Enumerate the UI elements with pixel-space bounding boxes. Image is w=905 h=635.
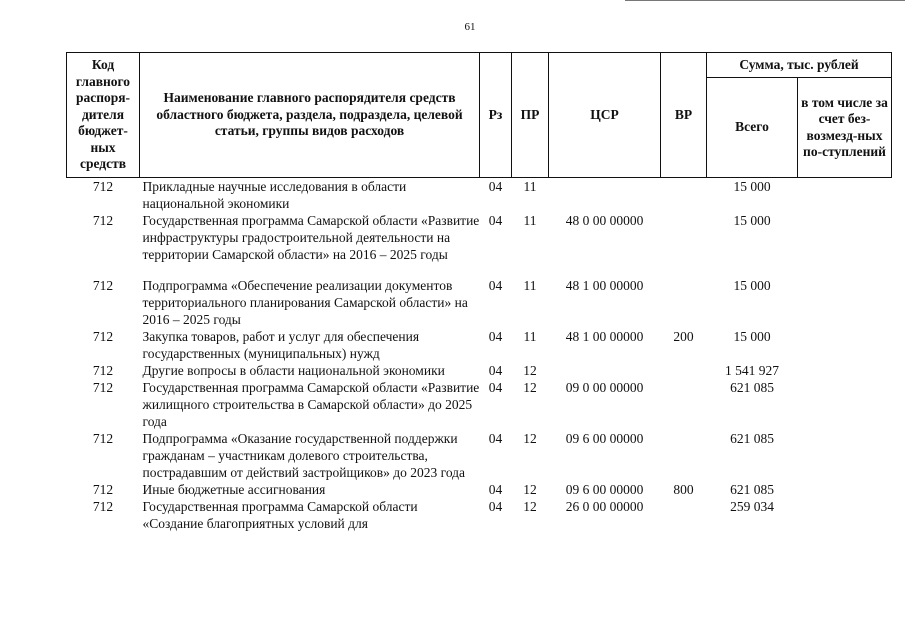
cell-rz: 04: [488, 213, 503, 228]
cell-vr: 800: [673, 482, 694, 497]
cell-total: 15 000: [733, 179, 771, 194]
cell-rz: 04: [488, 482, 503, 497]
cell-rz: 04: [488, 380, 503, 395]
cell-rz: 04: [488, 363, 503, 378]
table-row: [67, 481, 892, 498]
cell-total: 1 541 927: [725, 363, 779, 378]
cell-total: 15 000: [733, 213, 771, 228]
cell-incl: [798, 277, 892, 328]
cell-name: Закупка товаров, работ и услуг для обеспечения государственных (муниципальных) нужд: [142, 329, 420, 361]
header-vr: ВР: [661, 53, 707, 178]
cell-csr: 09 0 00 00000: [565, 380, 644, 395]
cell-code: 712: [92, 380, 114, 395]
cell-pr: 11: [523, 329, 537, 344]
cell-csr: 09 6 00 00000: [565, 431, 644, 446]
cell-code: 712: [92, 482, 114, 497]
cell-code: 712: [92, 278, 114, 293]
cell-pr: 11: [523, 278, 537, 293]
cell-code: 712: [92, 213, 114, 228]
cell-rz: 04: [488, 179, 503, 194]
header-total: Всего: [707, 78, 798, 178]
cell-vr: [661, 430, 707, 481]
cell-name: Прикладные научные исследования в области национальной экономики: [142, 179, 407, 211]
header-incl: в том числе за счет без-возмезд-ных по-ступлений: [798, 78, 892, 178]
header-rz: Рз: [480, 53, 512, 178]
table-row: [67, 498, 892, 532]
cell-csr: [549, 362, 661, 379]
cell-name: Другие вопросы в области национальной экономики: [142, 363, 445, 378]
cell-name: Иные бюджетные ассигнования: [142, 482, 326, 497]
cell-incl: [798, 212, 892, 277]
cell-total: 15 000: [733, 329, 771, 344]
page-number: 61: [464, 21, 476, 33]
cell-vr: [661, 277, 707, 328]
cell-name: Подпрограмма «Оказание государственной поддержки гражданам – участникам долевого строительства, пострадавшим от действий застройщиков» до 2023 года: [142, 431, 466, 480]
table-row: [67, 362, 892, 379]
cell-csr: 48 1 00 00000: [565, 278, 644, 293]
cell-total: 15 000: [733, 278, 771, 293]
cell-incl: [798, 379, 892, 430]
cell-rz: 04: [488, 431, 503, 446]
header-pr: ПР: [512, 53, 549, 178]
cell-code: 712: [92, 179, 114, 194]
table-row: [67, 430, 892, 481]
cell-pr: 12: [523, 363, 537, 378]
cell-vr: [661, 362, 707, 379]
cell-name: Подпрограмма «Обеспечение реализации документов территориального планирования Самарской области» на 2016 – 2025 годы: [142, 278, 468, 327]
cell-csr: 48 1 00 00000: [565, 329, 644, 344]
cell-code: 712: [92, 499, 114, 514]
table-row: [67, 277, 892, 328]
cell-rz: 04: [488, 499, 503, 514]
cell-vr: [661, 212, 707, 277]
cell-code: 712: [92, 431, 114, 446]
cell-incl: [798, 362, 892, 379]
budget-table: [66, 52, 892, 532]
cell-incl: [798, 481, 892, 498]
header-csr: ЦСР: [549, 53, 661, 178]
cell-total: 259 034: [730, 499, 774, 514]
cell-pr: 12: [523, 499, 537, 514]
cell-incl: [798, 178, 892, 213]
cell-pr: 11: [523, 179, 537, 194]
cell-vr: 200: [673, 329, 694, 344]
header-sum-group: Сумма, тыс. рублей: [707, 53, 892, 78]
cell-csr: 09 6 00 00000: [565, 482, 644, 497]
cell-incl: [798, 430, 892, 481]
header-name: Наименование главного распорядителя средств областного бюджета, раздела, подраздела, целевой статьи, группы видов расходов: [140, 53, 480, 178]
cell-pr: 12: [523, 482, 537, 497]
cell-name: Государственная программа Самарской области «Создание благоприятных условий для: [142, 499, 418, 531]
cell-csr: 48 0 00 00000: [565, 213, 644, 228]
table-row: [67, 379, 892, 430]
cell-vr: [661, 178, 707, 213]
scan-edge-line: [625, 0, 905, 1]
cell-code: 712: [92, 329, 114, 344]
cell-pr: 12: [523, 431, 537, 446]
cell-total: 621 085: [730, 482, 774, 497]
cell-name: Государственная программа Самарской области «Развитие инфраструктуры градостроительной деятельности на территории Самарской области» на 2016 – 2025 годы: [142, 213, 480, 262]
cell-vr: [661, 498, 707, 532]
cell-total: 621 085: [730, 380, 774, 395]
cell-pr: 12: [523, 380, 537, 395]
header-code: Код главного распоря-дителя бюджет-ных средств: [67, 53, 140, 178]
table-row: [67, 178, 892, 213]
cell-csr: [549, 178, 661, 213]
cell-vr: [661, 379, 707, 430]
cell-total: 621 085: [730, 431, 774, 446]
cell-code: 712: [92, 363, 114, 378]
cell-incl: [798, 498, 892, 532]
cell-rz: 04: [488, 329, 503, 344]
cell-name: Государственная программа Самарской области «Развитие жилищного строительства в Самарской области» до 2025 года: [142, 380, 480, 429]
cell-incl: [798, 328, 892, 362]
cell-csr: 26 0 00 00000: [565, 499, 644, 514]
cell-pr: 11: [523, 213, 537, 228]
table-row: [67, 212, 892, 277]
table-row: [67, 328, 892, 362]
cell-rz: 04: [488, 278, 503, 293]
